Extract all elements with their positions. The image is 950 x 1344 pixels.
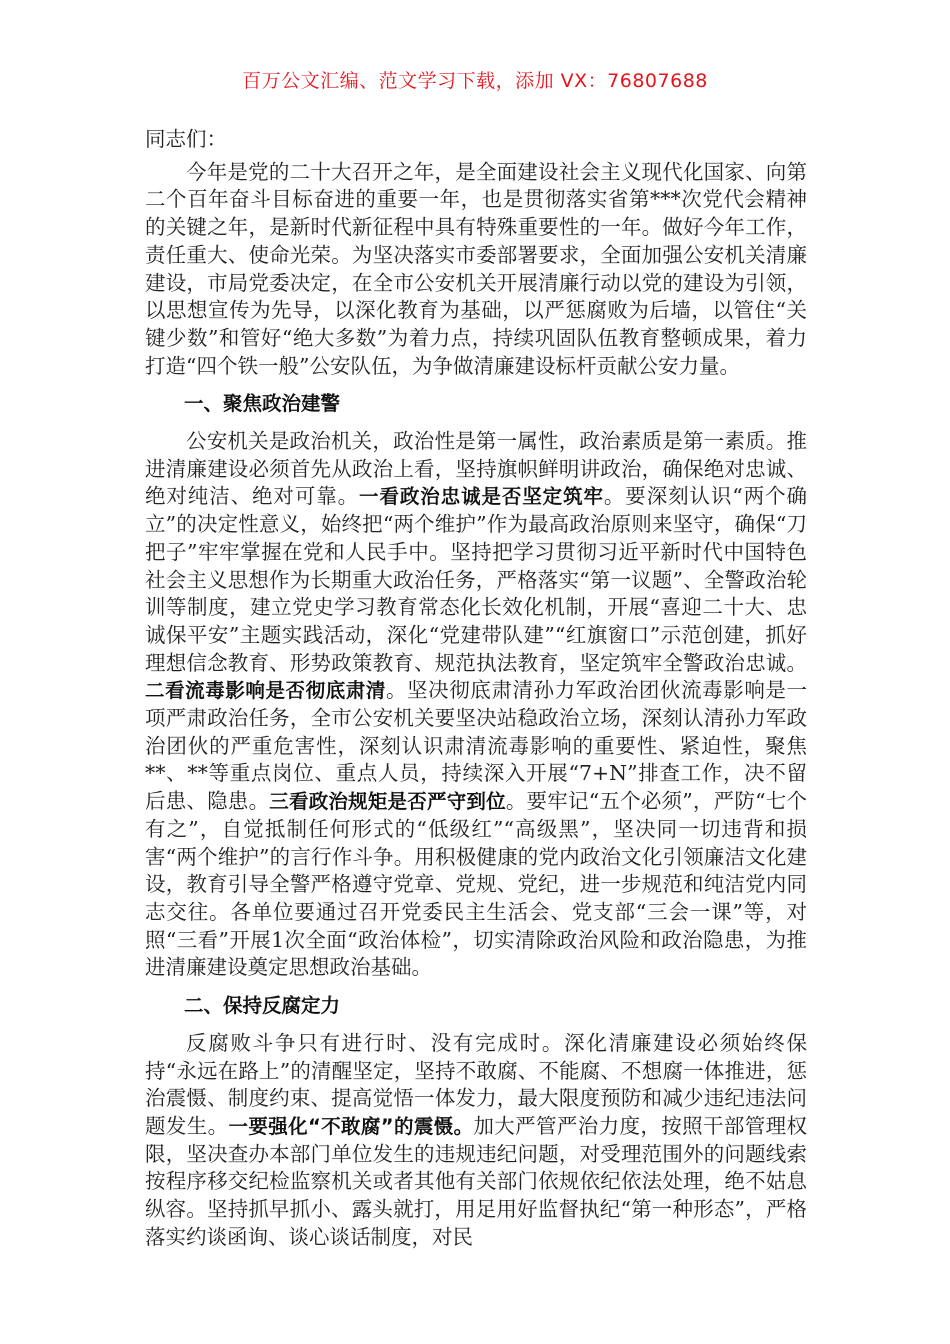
- s1-bold-2: 二看流毒影响是否彻底肃清: [145, 679, 386, 703]
- s2-text-2: 加大严管严治力度，按照干部管理权限，坚决查办本部门单位发生的违规违纪问题，对受理范围外的问题线索按程序移交纪检监察机关或者其他有关部门依规依纪依法处理，绝不姑息纵容。坚持抓早抓小、露头就打，用足用好监督执纪“第一种形态”，严格落实约谈函询、谈心谈话制度，对民: [145, 1113, 807, 1249]
- s1-bold-3: 三看政治规矩是否严守到位: [269, 790, 506, 814]
- section-1-paragraph: [145, 428, 807, 982]
- s1-text-1: 公安机关是政治机关，政治性是第一属性，政治素质是第一素质。推进清廉建设必须首先从政治上看，坚持旗帜鲜明讲政治，确保绝对忠诚、绝对纯洁、绝对可靠。: [145, 429, 807, 509]
- page-header: 百万公文汇编、范文学习下载，添加 VX：76807688: [242, 70, 708, 92]
- greeting: 同志们：: [145, 127, 227, 151]
- s1-bold-1: 一看政治忠诚是否坚定筑牢: [359, 485, 604, 509]
- document-body: [145, 126, 807, 1256]
- intro-paragraph: 今年是党的二十大召开之年，是全面建设社会主义现代化国家、向第二个百年奋斗目标奋进的重要一年，也是贯彻落实省第***次党代会精神的关键之年，是新时代新征程中具有特殊重要性的一年。做好今年工作，责任重大、使命光荣。为坚决落实市委部署要求，全面加强公安机关清廉建设，市局党委决定，在全市公安机关开展清廉行动以党的建设为引领，以思想宣传为先导，以深化教育为基础，以严惩腐败为后墙，以管住“关键少数”和管好“绝大多数”为着力点，持续巩固队伍教育整顿成果，着力打造“四个铁一般”公安队伍，为争做清廉建设标杆贡献公安力量。: [145, 159, 807, 378]
- section-2-heading: 二、保持反腐定力: [184, 994, 341, 1018]
- s1-text-3: 。坚决彻底肃清孙力军政治团伙流毒影响是一项严肃政治任务，全市公安机关要坚决站稳政治立场，深刻认清孙力军政治团伙的严重危害性，深刻认识肃清流毒影响的重要性、紧迫性，聚焦**、**等重点岗位、重点人员，持续深入开展“7+N”排查工作，决不留后患、隐患。: [145, 678, 807, 814]
- section-2-paragraph: [145, 1030, 807, 1252]
- section-1-heading: 一、聚焦政治建警: [184, 392, 341, 416]
- s1-text-4: 。要牢记“五个必须”，严防“七个有之”，自觉抵制任何形式的“低级红”“高级黑”，坚决同一切违背和损害“两个维护”的言行作斗争。用积极健康的党内政治文化引领廉洁文化建设，教育引导全警严格遵守党章、党规、党纪，进一步规范和纯洁党内同志交往。各单位要通过召开党委民主生活会、党支部“三会一课”等，对照“三看”开展1次全面“政治体检”，切实清除政治风险和政治隐患，为推进清廉建设奠定思想政治基础。: [145, 789, 807, 980]
- s2-bold-1: 一要强化“不敢腐”的震慑。: [228, 1114, 474, 1138]
- s2-text-1: 反腐败斗争只有进行时、没有完成时。深化清廉建设必须始终保持“永远在路上”的清醒坚定，坚持不敢腐、不能腐、不想腐一体推进，惩治震慑、制度约束、提高觉悟一体发力，最大限度预防和减少违纪违法问题发生。: [145, 1030, 807, 1138]
- s1-text-2: 。要深刻认识“两个确立”的决定性意义，始终把“两个维护”作为最高政治原则来坚守，确保“刀把子”牢牢掌握在党和人民手中。坚持把学习贯彻习近平新时代中国特色社会主义思想作为长期重大政治任务，严格落实“第一议题”、全警政治轮训等制度，建立党史学习教育常态化长效化机制，开展“喜迎二十大、忠诚保平安”主题实践活动，深化“党建带队建”“红旗窗口”示范创建，抓好理想信念教育、形势政策教育、规范执法教育，坚定筑牢全警政治忠诚。: [145, 484, 807, 675]
